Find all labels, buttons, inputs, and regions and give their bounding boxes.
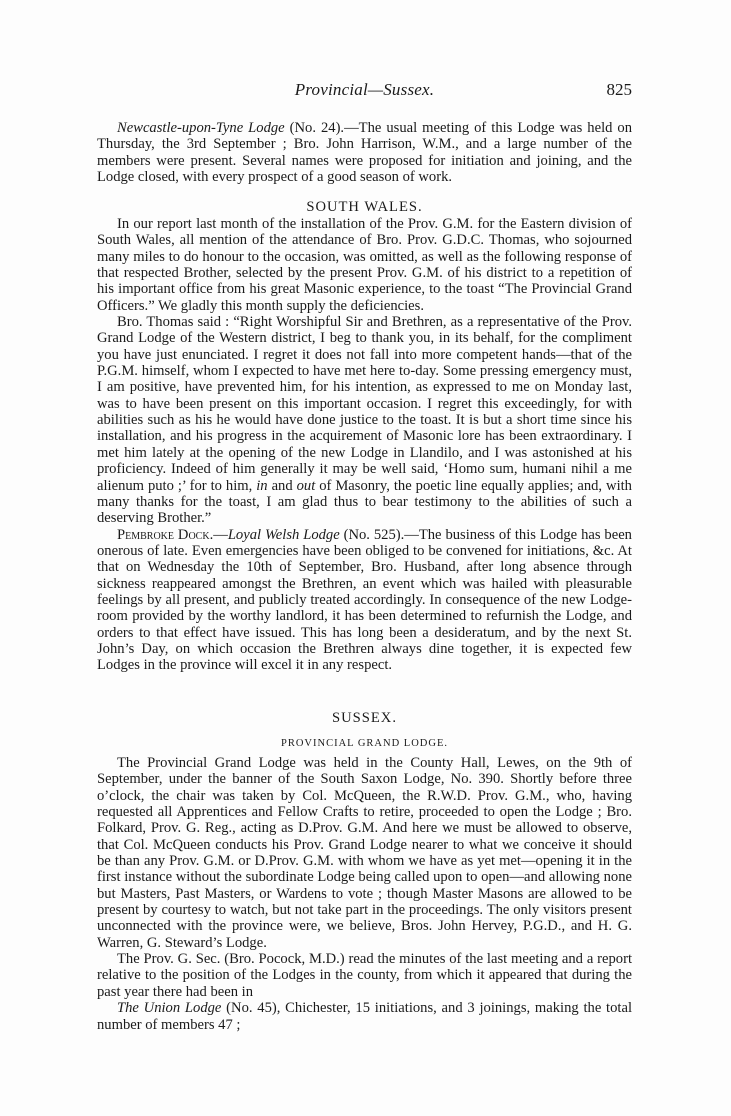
union-lodge-name: The Union Lodge <box>117 1000 222 1017</box>
thomas-speech-paragraph <box>97 314 632 526</box>
sussex-subheading: PROVINCIAL GRAND LODGE. <box>281 738 448 749</box>
newcastle-paragraph <box>97 120 632 185</box>
pembroke-dash: — <box>213 526 228 543</box>
sussex-paragraph-2: The Prov. G. Sec. (Bro. Pocock, M.D.) read the minutes of the last meeting and a report relative to the position of the Lodges in the county, from which it appeared that during the past year there had been in <box>97 951 632 1000</box>
newcastle-lodge-name: Newcastle-upon-Tyne Lodge <box>117 120 285 136</box>
thomas-speech-text: Bro. Thomas said : “Right Worshipful Sir and Brethren, as a representative of the Prov. Grand Lodge of the Western district, I beg to thank you, in its behalf, for the compliment you have just enunciated. I regret it does not fall into more competent hands—that of the P.G.M. himself, whom I expected to have met here to-day. Some pressing emergency must, I am positive, have prevented him, for his intention, as expressed to me on Monday last, was to have been present on this important occasion. I regret this exceedingly, for with abilities such as his he would have done justice to the toast. It is but a short time since his installation, and his progress in the acquirement of Masonic lore has been extraordinary. I met him lately at the opening of the new Lodge in Llandilo, and I was astonished at his proficiency. Indeed of him generally it may be well said, ‘Homo sum, humani nihil a me alienum puto ;’ for to him, <box>97 314 632 494</box>
pembroke-place: Pembroke Dock. <box>117 526 214 543</box>
sussex-heading: SUSSEX. <box>332 710 397 726</box>
newcastle-text: (No. 24).—The usual meeting of this Lodge was held on Thursday, the 3rd September ; Bro. John Harrison, W.M., and a large number of the members were present. Several names were proposed for initiation and joining, and the Lodge closed, with every prospect of a good season of work. <box>97 120 633 186</box>
sussex-body <box>97 755 632 1033</box>
pembroke-text: (No. 525).—The business of this Lodge has been onerous of late. Even emergencies have been obliged to be convened for initiations, &c. At that on Wednesday the 10th of September, Bro. Husband, after long absence through sickness reappeared amongst the Brethren, an event which was hailed with pleasurable feelings by all present, and publicly treated accordingly. In consequence of the new Lodge-room provided by the worthy landlord, it has been determined to refurnish the Lodge, and orders to that effect have issued. This has long been a desideratum, and by the next St. John’s Day, on which occasion the Brethren always dine together, it is expected few Lodges in the province will excel it in any respect. <box>97 526 632 674</box>
emphasis-in: in <box>256 477 268 494</box>
sussex-paragraph-1: The Provincial Grand Lodge was held in the County Hall, Lewes, on the 9th of September, under the banner of the South Saxon Lodge, No. 390. Shortly before three o’clock, the chair was taken by Col. McQueen, the R.W.D. Prov. G.M., who, having requested all Apprentices and Fellow Crafts to retire, proceeded to open the Lodge ; Bro. Folkard, Prov. G. Reg., acting as D.Prov. G.M. And here we must be allowed to observe, that Col. McQueen conducts his Prov. Grand Lodge nearer to what we conceive it should be than any Prov. G.M. or D.Prov. G.M. with whom we have as yet met—opening it in the first instance without the subordinate Lodge being called upon to open—and allowing none but Masters, Past Masters, or Wardens to vote ; though Master Masons are allowed to be present by courtesy to watch, but not take part in the proceedings. The only visitors present unconnected with the province were, we believe, Bros. John Hervey, P.G.D., and H. G. Warren, G. Steward’s Lodge. <box>97 755 632 951</box>
south-wales-paragraph-1: In our report last month of the installation of the Prov. G.M. for the Eastern division of South Wales, all mention of the attendance of Bro. Prov. G.D.C. Thomas, who sojourned many miles to do honour to the occasion, was omitted, as well as the following response of that respected Brother, selected by the present Prov. G.M. of his district to a repetition of his important office from his great Masonic experience, to the toast “The Provincial Grand Officers.” We gladly this month supply the deficiencies. <box>97 216 632 314</box>
south-wales-body <box>97 216 632 674</box>
thomas-speech-ending: of Masonry, the poetic line equally applies; and, with many thanks for the toast, I am glad thus to bear testimony to the abilities of such a deserving Brother.” <box>97 477 632 527</box>
running-head <box>97 80 632 104</box>
emphasis-out: out <box>296 477 316 494</box>
pembroke-lodge-name: Loyal Welsh Lodge <box>227 526 340 543</box>
running-head-title: Provincial—Sussex. <box>294 80 435 99</box>
speech-conjunction: and <box>267 477 297 494</box>
union-lodge-text: (No. 45), Chichester, 15 initiations, and 3 joinings, making the total number of members 47 ; <box>97 1000 632 1033</box>
union-lodge-paragraph <box>97 1000 632 1033</box>
page-number: 825 <box>606 80 632 99</box>
south-wales-heading: SOUTH WALES. <box>306 199 423 215</box>
pembroke-dock-paragraph <box>97 527 632 674</box>
